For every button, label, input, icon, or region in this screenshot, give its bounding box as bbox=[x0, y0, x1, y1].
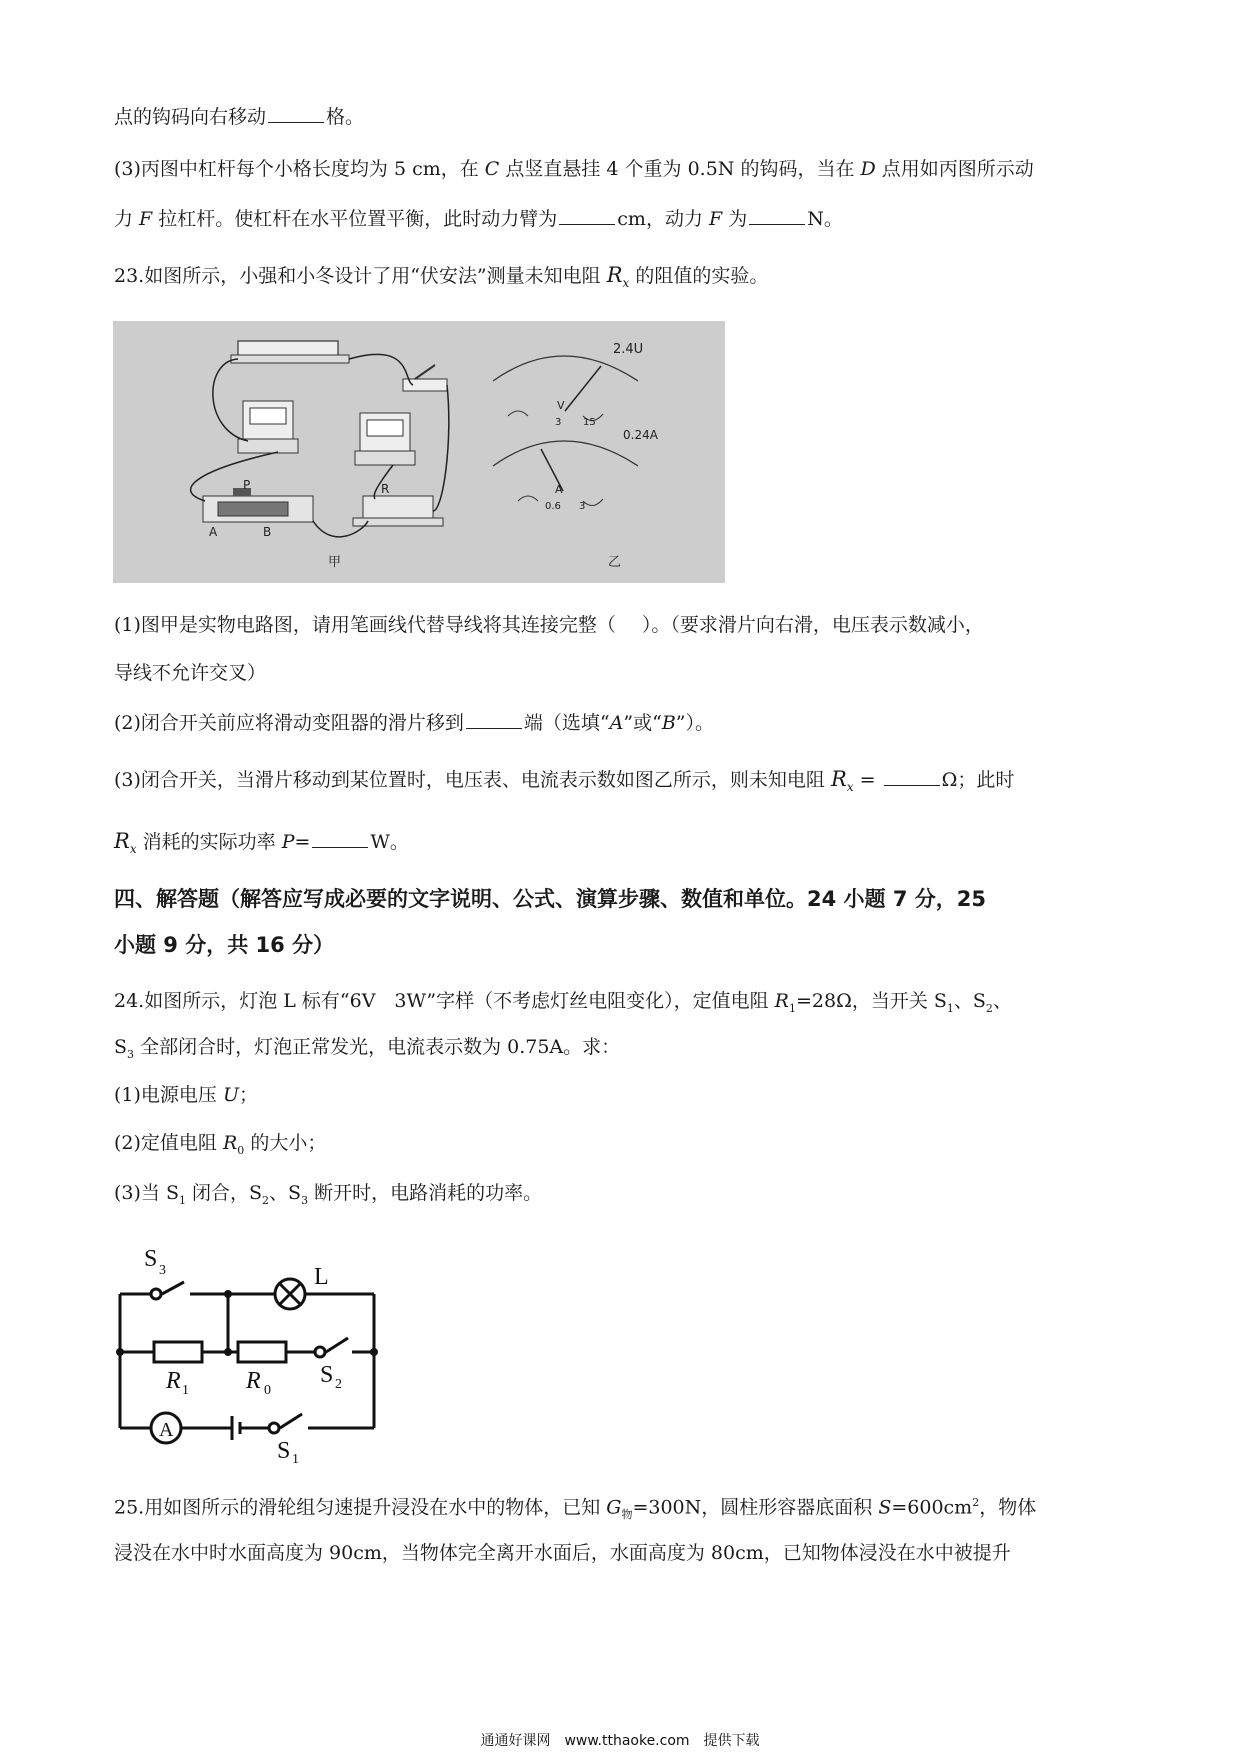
subscript: 2 bbox=[262, 1193, 270, 1207]
text: 格。 bbox=[326, 106, 365, 128]
power-p: P bbox=[281, 831, 295, 853]
rx-letter: R bbox=[114, 829, 130, 853]
text: (2)闭合开关前应将滑动变阻器的滑片移到 bbox=[114, 712, 464, 734]
switch-s3-sub: 3 bbox=[159, 1263, 166, 1278]
rx-symbol bbox=[606, 263, 630, 291]
switch-s3-label: S bbox=[144, 1246, 158, 1272]
text: = bbox=[853, 769, 882, 791]
label-p: P bbox=[243, 478, 251, 492]
answer-blank bbox=[559, 206, 615, 225]
text: Ω；此时 bbox=[941, 769, 1015, 791]
r1-symbol: R bbox=[774, 990, 789, 1012]
subscript: 1 bbox=[788, 1001, 796, 1015]
switch-s1-sub: 1 bbox=[292, 1452, 299, 1463]
text: =28Ω，当开关 S bbox=[795, 990, 947, 1012]
text: 端（选填“ bbox=[523, 712, 610, 734]
rx-subscript: x bbox=[622, 276, 630, 291]
point-c: C bbox=[484, 158, 500, 180]
text: 全部闭合时，灯泡正常发光，电流表示数为 0.75A。求： bbox=[134, 1036, 621, 1058]
rx-symbol bbox=[830, 767, 854, 795]
text: ）。（要求滑片向右滑，电压表示数减小， bbox=[641, 614, 984, 636]
text: (1)图甲是实物电路图，请用笔画线代替导线将其连接完整（ bbox=[114, 614, 616, 636]
q23-part-1-line-2 bbox=[114, 660, 266, 686]
q24-stem bbox=[114, 988, 1012, 1022]
q23-stem bbox=[114, 262, 768, 296]
section-heading: 四、解答题（解答应写成必要的文字说明、公式、演算步骤、数值和单位。24 小题 7 分，25 bbox=[114, 887, 986, 911]
resistor-r1-label: R bbox=[166, 1368, 181, 1394]
text: ； bbox=[238, 1084, 258, 1106]
subscript: 3 bbox=[301, 1193, 309, 1207]
voltage-u: U bbox=[222, 1084, 239, 1106]
q22-part-3 bbox=[114, 156, 1034, 182]
text: S bbox=[114, 1036, 128, 1058]
answer-blank bbox=[268, 104, 324, 123]
text: 断开时，电路消耗的功率。 bbox=[308, 1182, 543, 1204]
text: 的阻值的实验。 bbox=[629, 265, 769, 287]
text: =300N，圆柱形容器底面积 bbox=[632, 1496, 879, 1519]
subscript: 2 bbox=[985, 1001, 993, 1015]
superscript: 2 bbox=[972, 1496, 980, 1509]
text: 消耗的实际功率 bbox=[136, 831, 282, 853]
amp-3: 3 bbox=[579, 501, 586, 512]
text: 、S bbox=[269, 1182, 302, 1204]
text: 拉杠杆。使杠杆在水平位置平衡，此时动力臂为 bbox=[152, 208, 558, 230]
resistor-r0-label: R bbox=[246, 1368, 261, 1394]
text: 浸没在水中时水面高度为 90cm，当物体完全离开水面后，水面高度为 80cm，已知物体浸没在水中被提升 bbox=[114, 1542, 1011, 1564]
rx-symbol bbox=[114, 829, 137, 857]
switch-s2-sub: 2 bbox=[335, 1377, 342, 1392]
q23-part-2 bbox=[114, 710, 714, 736]
q22-part-3-line-2 bbox=[114, 206, 843, 232]
text: 为 bbox=[722, 208, 748, 230]
rx-subscript: x bbox=[129, 842, 137, 857]
caption-yi: 乙 bbox=[608, 555, 622, 570]
amp-0-6: 0.6 bbox=[545, 501, 561, 512]
experiment-photo-svg bbox=[113, 321, 725, 583]
ammeter-label: A bbox=[159, 1419, 174, 1441]
subscript: 3 bbox=[127, 1047, 135, 1061]
experiment-photo bbox=[113, 321, 725, 583]
q24-part-3 bbox=[114, 1180, 542, 1214]
answer-blank bbox=[749, 206, 805, 225]
label-a: A bbox=[209, 525, 218, 539]
q23-part-3-line-2 bbox=[114, 828, 409, 862]
text: 、 bbox=[992, 990, 1012, 1012]
lamp-l-label: L bbox=[314, 1264, 329, 1290]
answer-blank bbox=[884, 767, 940, 786]
q23-part-1 bbox=[114, 612, 984, 638]
subscript: 0 bbox=[237, 1143, 245, 1157]
text: 点竖直悬挂 4 个重为 0.5N 的钩码，当在 bbox=[499, 158, 861, 180]
q23-part-3 bbox=[114, 766, 1014, 800]
resistor-r0-sub: 0 bbox=[264, 1383, 271, 1398]
point-d: D bbox=[860, 158, 876, 180]
q25-stem-line-2 bbox=[114, 1540, 1011, 1566]
current-note: 0.24A bbox=[623, 428, 658, 442]
caption-jia: 甲 bbox=[328, 555, 342, 570]
text: 点用如丙图所示动 bbox=[875, 158, 1034, 180]
force-f: F bbox=[708, 208, 723, 230]
q24-part-1 bbox=[114, 1082, 258, 1108]
option-b: B bbox=[661, 712, 676, 734]
footer-source: 通通好课网 www.tthaoke.com 提供下载 bbox=[480, 1733, 760, 1749]
rx-subscript: x bbox=[846, 780, 854, 795]
label-b: B bbox=[263, 525, 272, 539]
q25-stem bbox=[114, 1490, 1036, 1528]
force-f: F bbox=[139, 208, 153, 230]
text: = bbox=[294, 831, 311, 853]
text: ”）。 bbox=[675, 712, 714, 734]
text: 的大小； bbox=[244, 1132, 327, 1154]
volt-3: 3 bbox=[555, 417, 562, 428]
rx-letter: R bbox=[830, 767, 847, 791]
q24-part-2 bbox=[114, 1130, 326, 1164]
answer-blank bbox=[466, 710, 522, 729]
amp-label: A bbox=[555, 483, 563, 496]
volt-15: 15 bbox=[583, 417, 596, 428]
text: (3)当 S bbox=[114, 1182, 179, 1204]
text: ”或“ bbox=[623, 712, 662, 734]
text: =600cm bbox=[891, 1496, 973, 1519]
subscript: 1 bbox=[946, 1001, 954, 1015]
q24-stem-line-2 bbox=[114, 1034, 620, 1068]
weight-g: G bbox=[606, 1496, 622, 1519]
text: (2)定值电阻 bbox=[114, 1132, 223, 1154]
text: (3)闭合开关，当滑片移动到某位置时，电压表、电流表示数如图乙所示，则未知电阻 bbox=[114, 769, 831, 791]
text: ，物体 bbox=[979, 1496, 1037, 1519]
volt-label: V bbox=[557, 399, 565, 412]
switch-s2-label: S bbox=[320, 1362, 334, 1388]
subscript: 1 bbox=[178, 1193, 186, 1207]
text: 闭合，S bbox=[185, 1182, 263, 1204]
text: (1)电源电压 bbox=[114, 1084, 223, 1106]
subscript: 物 bbox=[621, 1508, 633, 1522]
rx-letter: R bbox=[606, 263, 623, 287]
text: W。 bbox=[370, 831, 409, 853]
circuit-diagram bbox=[114, 1228, 384, 1463]
text: 导线不允许交叉） bbox=[114, 662, 267, 684]
area-s: S bbox=[878, 1496, 892, 1519]
voltage-note: 2.4U bbox=[613, 342, 644, 357]
text: 力 bbox=[114, 208, 140, 230]
text: 、S bbox=[953, 990, 986, 1012]
label-r: R bbox=[381, 482, 390, 496]
answer-blank bbox=[312, 829, 368, 848]
text: (3)丙图中杠杆每个小格长度均为 5 cm，在 bbox=[114, 158, 485, 180]
text: N。 bbox=[807, 208, 843, 230]
r0-symbol: R bbox=[222, 1132, 238, 1154]
section-heading-line-2: 小题 9 分，共 16 分） bbox=[114, 933, 335, 957]
text: cm，动力 bbox=[617, 208, 709, 230]
switch-s1-label: S bbox=[277, 1438, 291, 1463]
text: 点的钩码向右移动 bbox=[114, 106, 267, 128]
q22-line-1 bbox=[114, 104, 364, 130]
resistor-r1-sub: 1 bbox=[182, 1383, 189, 1398]
text: 24.如图所示，灯泡 L 标有“6V 3W”字样（不考虑灯丝电阻变化），定值电阻 bbox=[114, 990, 775, 1012]
text: 25.用如图所示的滑轮组匀速提升浸没在水中的物体，已知 bbox=[114, 1496, 607, 1519]
text: 23.如图所示，小强和小冬设计了用“伏安法”测量未知电阻 bbox=[114, 265, 607, 287]
option-a: A bbox=[609, 712, 624, 734]
circuit-diagram-svg bbox=[114, 1228, 384, 1463]
